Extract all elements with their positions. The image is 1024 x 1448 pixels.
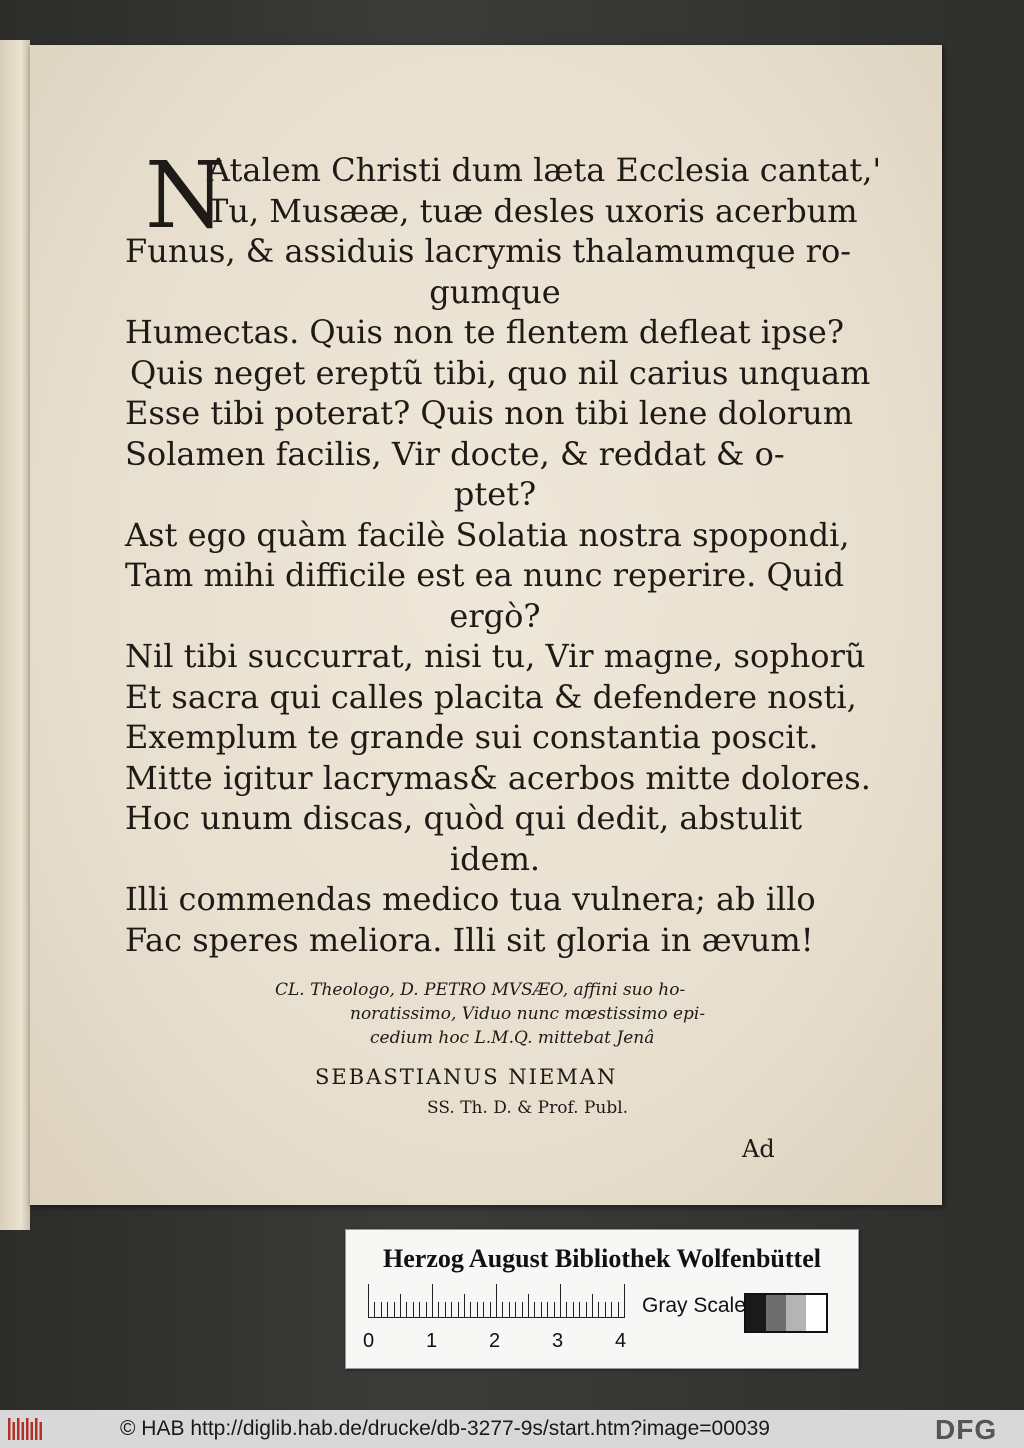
gray-swatch (806, 1295, 826, 1331)
ruler-tick (394, 1302, 395, 1318)
ruler-tick (374, 1302, 375, 1318)
poem-lines (125, 142, 882, 960)
poem-line: Humectas. Quis non te flentem defleat ipse? (125, 313, 844, 351)
poem-line: Solamen facilis, Vir docte, & reddat & o- (125, 434, 785, 473)
hab-logo-bar (31, 1422, 34, 1440)
book-page (30, 45, 942, 1205)
ruler-tick (502, 1302, 503, 1318)
ruler-tick (432, 1284, 433, 1318)
ruler-tick (458, 1302, 459, 1318)
ruler-tick (451, 1302, 452, 1318)
poem-text (125, 142, 882, 960)
poem-line: Fac speres meliora. Illi sit gloria in ævum! (125, 920, 814, 959)
ruler-tick (419, 1302, 420, 1318)
drop-cap: N (145, 142, 226, 249)
ruler-tick (586, 1302, 587, 1318)
footer-bar (0, 1410, 1024, 1448)
ruler-tick (554, 1302, 555, 1318)
poem-line: Esse tibi poterat? Quis non tibi lene dolorum (125, 394, 854, 432)
library-title: Herzog August Bibliothek Wolfenbüttel (383, 1244, 821, 1273)
ruler-tick (387, 1302, 388, 1318)
gray-scale-label: Gray Scale (642, 1294, 746, 1317)
gray-scale-swatches (744, 1293, 828, 1333)
poem-line: Quis neget ereptũ tibi, quo nil carius unquam (130, 353, 871, 392)
gray-swatch (766, 1295, 786, 1331)
dfg-logo: DFG (935, 1414, 998, 1445)
ruler-tick (445, 1302, 446, 1318)
dedication-line: cedium hoc L.M.Q. mittebat Jenâ (370, 1028, 655, 1048)
ruler-number: 4 (615, 1330, 627, 1352)
copyright-link[interactable]: © HAB http://diglib.hab.de/drucke/db-3277-9s/start.htm?image=00039 (120, 1417, 770, 1440)
poem-line: Illi commendas medico tua vulnera; ab illo (125, 880, 816, 918)
poem-line: Nil tibi succurrat, nisi tu, Vir magne, sophorũ (125, 637, 866, 675)
dedication-line: noratissimo, Viduo nunc mœstissimo epi- (350, 1004, 706, 1024)
ruler-tick (490, 1302, 491, 1318)
hab-logo-bar (40, 1422, 43, 1440)
ruler-tick (381, 1302, 382, 1318)
poem-line: Atalem Christi dum læta Ecclesia cantat,' (207, 151, 882, 189)
ruler-tick (438, 1302, 439, 1318)
hab-logo-bar (22, 1422, 25, 1440)
author-name: SEBASTIANUS NIEMAN (315, 1065, 618, 1089)
ruler-tick (579, 1302, 580, 1318)
ruler-tick (592, 1294, 593, 1318)
ruler-tick (534, 1302, 535, 1318)
hab-logo-bar (17, 1418, 20, 1440)
poem-line: Mitte igitur lacrymas& acerbos mitte dolores. (125, 758, 871, 797)
poem-line: Funus, & assiduis lacrymis thalamumque ro- (125, 232, 852, 270)
poem-line: idem. (449, 839, 541, 878)
poem-line: Tam mihi difficile est ea nunc reperire. Quid (125, 556, 845, 594)
hab-logo-bar (13, 1422, 16, 1440)
gray-swatch (746, 1295, 766, 1331)
author-degree: SS. Th. D. & Prof. Publ. (427, 1098, 629, 1118)
hab-logo-bar (35, 1418, 38, 1440)
scale-ruler (368, 1284, 624, 1318)
hab-logo-bar (26, 1418, 29, 1440)
ruler-tick (624, 1284, 625, 1318)
ruler-tick (496, 1284, 497, 1318)
ruler-tick (426, 1302, 427, 1318)
ruler-tick (400, 1294, 401, 1318)
dedication (275, 978, 795, 1050)
ruler-tick (515, 1302, 516, 1318)
ruler-number: 3 (552, 1330, 564, 1352)
poem-line: gumque (429, 272, 561, 311)
ruler-tick (470, 1302, 471, 1318)
ruler-tick (573, 1302, 574, 1318)
ruler-tick (509, 1302, 510, 1318)
ruler-tick (605, 1302, 606, 1318)
ruler-tick (483, 1302, 484, 1318)
ruler-tick (368, 1284, 369, 1318)
ruler-tick (598, 1302, 599, 1318)
ruler-tick (611, 1302, 612, 1318)
ruler-tick (528, 1294, 529, 1318)
ruler-tick (618, 1302, 619, 1318)
book-spine (0, 40, 30, 1230)
ruler-number: 2 (489, 1330, 501, 1352)
catchword: Ad (742, 1135, 775, 1163)
poem-line: ergò? (449, 596, 541, 635)
ruler-tick (406, 1302, 407, 1318)
poem-line: ptet? (453, 475, 537, 513)
poem-line: Hoc unum discas, quòd qui dedit, abstulit (125, 799, 803, 837)
hab-logo-bar (8, 1418, 11, 1440)
ruler-tick (566, 1302, 567, 1318)
poem-line: Ast ego quàm facilè Solatia nostra spopondi, (125, 515, 850, 554)
ruler-tick (413, 1302, 414, 1318)
ruler-tick (522, 1302, 523, 1318)
ruler-tick (541, 1302, 542, 1318)
dedication-line: CL. Theologo, D. PETRO MVSÆO, affini suo ho- (275, 980, 686, 1000)
gray-swatch (786, 1295, 806, 1331)
ruler-number: 1 (426, 1330, 438, 1352)
ruler-number: 0 (363, 1330, 375, 1352)
poem-line: Exemplum te grande sui constantia poscit. (125, 718, 819, 756)
ruler-tick (477, 1302, 478, 1318)
poem-line: Et sacra qui calles placita & defendere nosti, (125, 677, 857, 716)
ruler-tick (547, 1302, 548, 1318)
poem-line: Tu, Musææ, tuæ desles uxoris acerbum (207, 191, 858, 230)
hab-logo-icon (6, 1418, 46, 1440)
color-target-card (345, 1229, 859, 1369)
ruler-tick (560, 1284, 561, 1318)
ruler-tick (464, 1294, 465, 1318)
